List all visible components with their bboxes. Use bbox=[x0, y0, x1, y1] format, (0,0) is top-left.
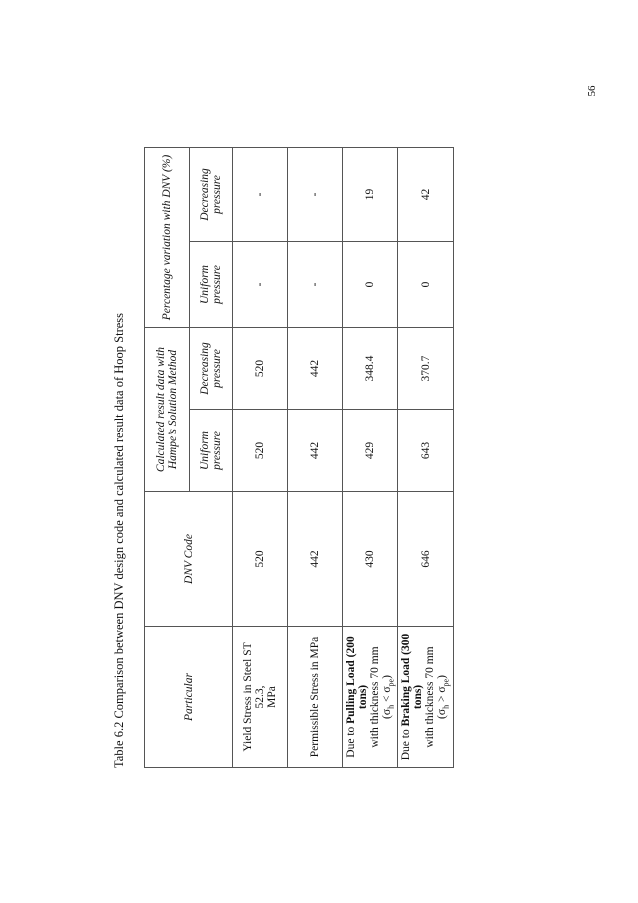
cell-dnv: 520 bbox=[233, 492, 288, 627]
cell-var-decreasing: - bbox=[233, 147, 288, 241]
cell-particular: Permissible Stress in MPa bbox=[288, 627, 343, 768]
cell-calc-decreasing: 370.7 bbox=[398, 328, 454, 410]
cell-calc-uniform: 643 bbox=[398, 410, 454, 492]
cell-var-uniform: 0 bbox=[343, 242, 398, 328]
header-dnv-code: DNV Code bbox=[145, 492, 233, 627]
cell-var-decreasing: - bbox=[288, 147, 343, 241]
cell-var-uniform: - bbox=[233, 242, 288, 328]
header-calc-uniform: Uniform pressure bbox=[190, 410, 233, 492]
cell-calc-uniform: 442 bbox=[288, 410, 343, 492]
cell-calc-uniform: 429 bbox=[343, 410, 398, 492]
header-var-decreasing: Decreasing pressure bbox=[190, 147, 233, 241]
header-var-uniform: Uniform pressure bbox=[190, 242, 233, 328]
cell-var-decreasing: 19 bbox=[343, 147, 398, 241]
cell-dnv: 646 bbox=[398, 492, 454, 627]
table-row bbox=[288, 147, 343, 767]
cell-var-uniform: 0 bbox=[398, 242, 454, 328]
header-particular: Particular bbox=[145, 627, 233, 768]
header-variation: Percentage variation with DNV (%) bbox=[145, 147, 190, 327]
hoop-stress-table bbox=[144, 147, 454, 768]
cell-particular: Due to Pulling Load (200 tons) with thickness 70 mm $(\sigma_h < \sigma_{pe})$ bbox=[343, 627, 398, 768]
cell-var-uniform: - bbox=[288, 242, 343, 328]
cell-particular: Yield Stress in Steel ST 52.3, MPa bbox=[233, 627, 288, 768]
rotated-table-block bbox=[112, 108, 451, 768]
cell-var-decreasing: 42 bbox=[398, 147, 454, 241]
cell-calc-decreasing: 348.4 bbox=[343, 328, 398, 410]
table-row bbox=[398, 147, 454, 767]
page-number: 56 bbox=[586, 85, 598, 97]
table-row bbox=[343, 147, 398, 767]
cell-dnv: 442 bbox=[288, 492, 343, 627]
table-caption: Table 6.2 Comparison between DNV design code and calculated result data of Hoop Stress bbox=[112, 312, 126, 768]
table-row bbox=[233, 147, 288, 767]
header-calculated: Calculated result data with Hampe’s Solution Method bbox=[145, 328, 190, 492]
cell-dnv: 430 bbox=[343, 492, 398, 627]
cell-calc-decreasing: 442 bbox=[288, 328, 343, 410]
cell-calc-uniform: 520 bbox=[233, 410, 288, 492]
cell-particular: Due to Braking Load (300 tons) with thickness 70 mm $(\sigma_h > \sigma_{pe})$ bbox=[398, 627, 454, 768]
cell-calc-decreasing: 520 bbox=[233, 328, 288, 410]
header-calc-decreasing: Decreasing pressure bbox=[190, 328, 233, 410]
